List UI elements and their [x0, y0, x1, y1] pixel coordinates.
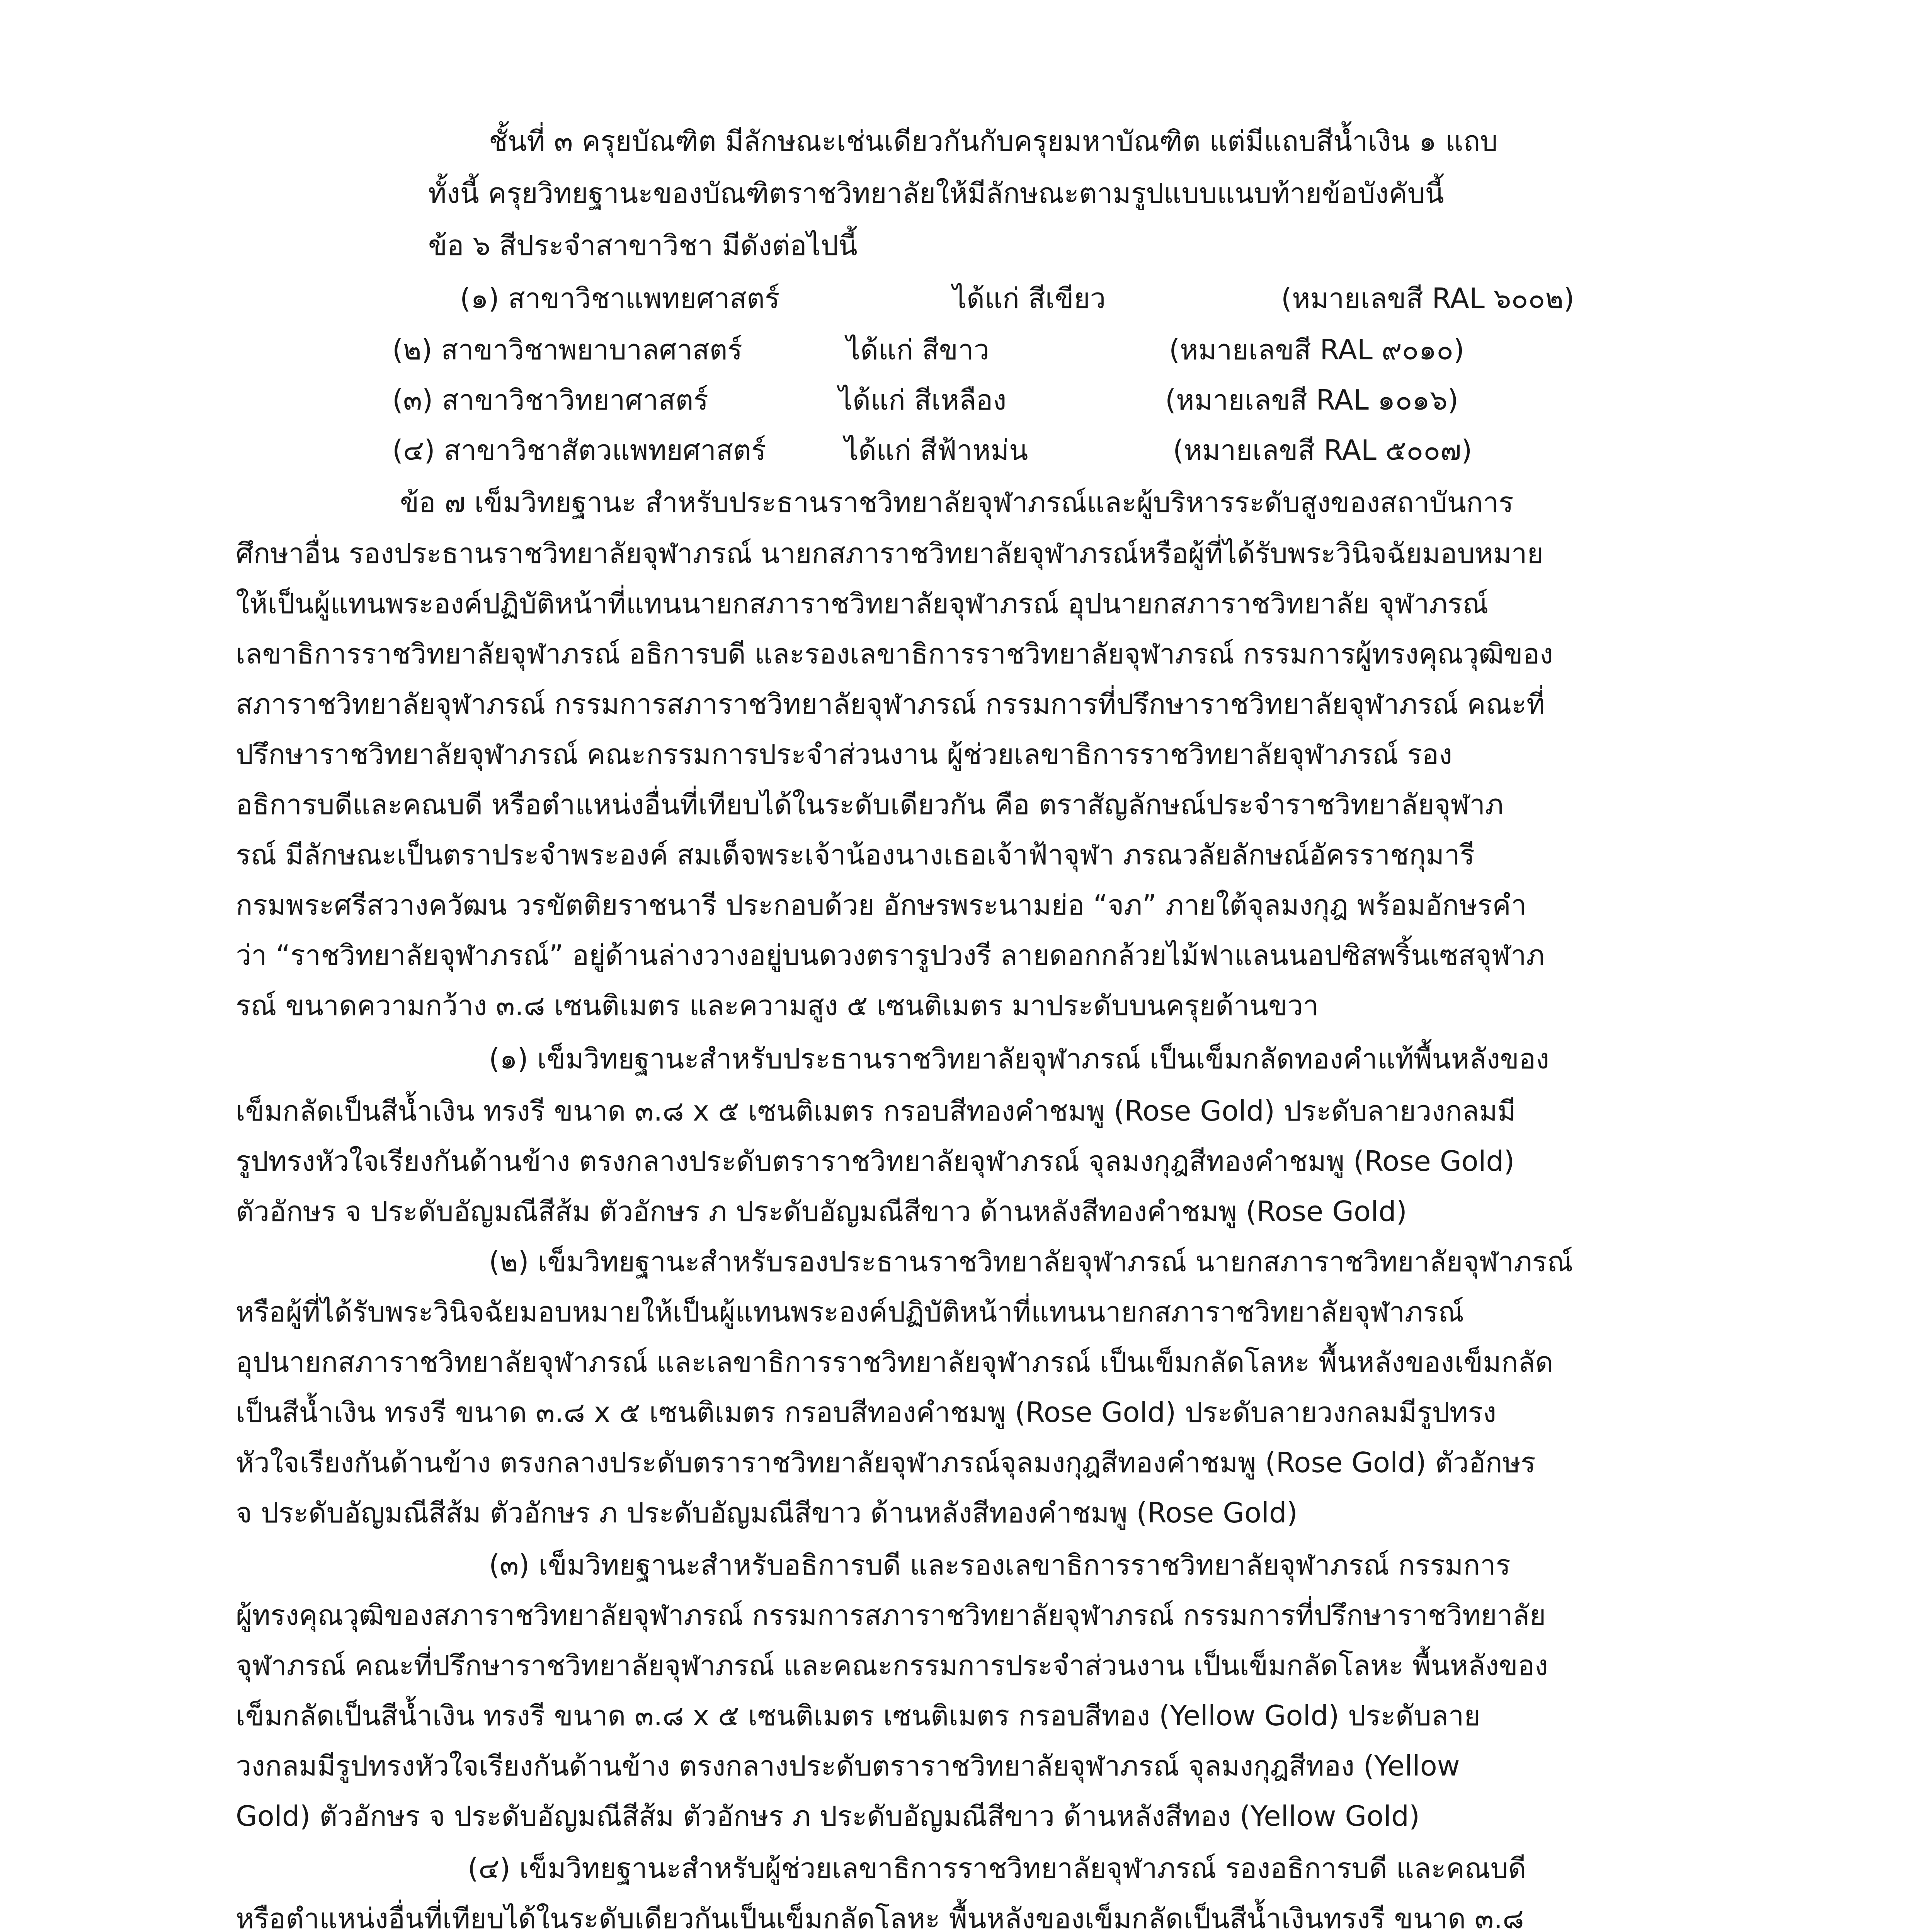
color-list-code: (หมายเลขสี RAL ๑๐๑๖)	[1165, 384, 1458, 416]
text-line: สภาราชวิทยาลัยจุฬาภรณ์ กรรมการสภาราชวิทยาลัยจุฬาภรณ์ กรรมการที่ปรึกษาราชวิทยาลัยจุฬาภรณ์ คณะที่	[236, 688, 1545, 720]
text-line: กรมพระศรีสวางควัฒน วรขัตติยราชนารี ประกอบด้วย อักษรพระนามย่อ “จภ” ภายใต้จุลมงกุฎ พร้อมอักษรคำ	[236, 889, 1527, 921]
text-line: ว่า “ราชวิทยาลัยจุฬาภรณ์” อยู่ด้านล่างวางอยู่บนดวงตรารูปวงรี ลายดอกกล้วยไม้ฟาแลนนอปซิสพริ้นเซสจุฬาภ	[236, 939, 1545, 971]
color-list-value: ได้แก่ สีเขียว	[953, 282, 1106, 315]
text-line: จุฬาภรณ์ คณะที่ปรึกษาราชวิทยาลัยจุฬาภรณ์ และคณะกรรมการประจำส่วนงาน เป็นเข็มกลัดโลหะ พื้นหลังของ	[236, 1649, 1548, 1682]
text-line: จ ประดับอัญมณีสีส้ม ตัวอักษร ภ ประดับอัญมณีสีขาว ด้านหลังสีทองคำชมพู (Rose Gold)	[236, 1497, 1298, 1529]
text-line: ตัวอักษร จ ประดับอัญมณีสีส้ม ตัวอักษร ภ ประดับอัญมณีสีขาว ด้านหลังสีทองคำชมพู (Rose Gold)	[236, 1195, 1407, 1228]
text-line: เข็มกลัดเป็นสีน้ำเงิน ทรงรี ขนาด ๓.๘ x ๕ เซนติเมตร เซนติเมตร กรอบสีทอง (Yellow Gold) ประดับลาย	[236, 1699, 1480, 1732]
text-line: ทั้งนี้ ครุยวิทยฐานะของบัณฑิตราชวิทยาลัยให้มีลักษณะตามรูปแบบแนบท้ายข้อบังคับนี้	[428, 177, 1444, 209]
color-list-value: ได้แก่ สีขาว	[846, 333, 989, 366]
text-line: หรือผู้ที่ได้รับพระวินิจฉัยมอบหมายให้เป็นผู้แทนพระองค์ปฏิบัติหน้าที่แทนนายกสภาราชวิทยาลัยจุฬาภรณ์	[236, 1296, 1464, 1328]
text-line: ชั้นที่ ๓ ครุยบัณฑิต มีลักษณะเช่นเดียวกันกับครุยมหาบัณฑิต แต่มีแถบสีน้ำเงิน ๑ แถบ	[489, 125, 1498, 157]
color-list-value: ได้แก่ สีฟ้าหม่น	[844, 434, 1028, 466]
text-line: รณ์ ขนาดความกว้าง ๓.๘ เซนติเมตร และความสูง ๕ เซนติเมตร มาประดับบนครุยด้านขวา	[236, 989, 1319, 1022]
color-list-item: (๔) สาขาวิชาสัตวแพทยศาสตร์	[392, 434, 766, 466]
text-line: (๑) เข็มวิทยฐานะสำหรับประธานราชวิทยาลัยจุฬาภรณ์ เป็นเข็มกลัดทองคำแท้พื้นหลังของ	[489, 1043, 1550, 1075]
text-line: Gold) ตัวอักษร จ ประดับอัญมณีสีส้ม ตัวอักษร ภ ประดับอัญมณีสีขาว ด้านหลังสีทอง (Yellow Gold)	[236, 1800, 1420, 1832]
text-line: รณ์ มีลักษณะเป็นตราประจำพระองค์ สมเด็จพระเจ้าน้องนางเธอเจ้าฟ้าจุฬา ภรณวลัยลักษณ์อัครราชกุมารี	[236, 838, 1475, 871]
text-line: อุปนายกสภาราชวิทยาลัยจุฬาภรณ์ และเลขาธิการราชวิทยาลัยจุฬาภรณ์ เป็นเข็มกลัดโลหะ พื้นหลังของเข็มกลัด	[236, 1346, 1554, 1378]
text-line: เป็นสีน้ำเงิน ทรงรี ขนาด ๓.๘ x ๕ เซนติเมตร กรอบสีทองคำชมพู (Rose Gold) ประดับลายวงกลมมีรูปทรง	[236, 1396, 1497, 1429]
text-line: (๒) เข็มวิทยฐานะสำหรับรองประธานราชวิทยาลัยจุฬาภรณ์ นายกสภาราชวิทยาลัยจุฬาภรณ์	[489, 1245, 1573, 1278]
text-line: ศึกษาอื่น รองประธานราชวิทยาลัยจุฬาภรณ์ นายกสภาราชวิทยาลัยจุฬาภรณ์หรือผู้ที่ได้รับพระวินิจฉัยมอบหมาย	[236, 537, 1543, 570]
color-list-value: ได้แก่ สีเหลือง	[839, 384, 1007, 416]
text-line: ข้อ ๗ เข็มวิทยฐานะ สำหรับประธานราชวิทยาลัยจุฬาภรณ์และผู้บริหารระดับสูงของสถาบันการ	[400, 486, 1514, 519]
text-line: ให้เป็นผู้แทนพระองค์ปฏิบัติหน้าที่แทนนายกสภาราชวิทยาลัยจุฬาภรณ์ อุปนายกสภาราชวิทยาลัย จุฬาภรณ์	[236, 587, 1489, 620]
text-line: ผู้ทรงคุณวุฒิของสภาราชวิทยาลัยจุฬาภรณ์ กรรมการสภาราชวิทยาลัยจุฬาภรณ์ กรรมการที่ปรึกษาราชวิทยาลัย	[236, 1599, 1546, 1631]
text-line: วงกลมมีรูปทรงหัวใจเรียงกันด้านข้าง ตรงกลางประดับตราราชวิทยาลัยจุฬาภรณ์ จุลมงกุฎสีทอง (Yellow	[236, 1750, 1460, 1782]
text-line: หรือตำแหน่งอื่นที่เทียบได้ในระดับเดียวกันเป็นเข็มกลัดโลหะ พื้นหลังของเข็มกลัดเป็นสีน้ำเงินทรงรี ขนาด ๓.๘	[236, 1902, 1524, 1932]
text-line: หัวใจเรียงกันด้านข้าง ตรงกลางประดับตราราชวิทยาลัยจุฬาภรณ์จุลมงกุฎสีทองคำชมพู (Rose Gold) ตัวอักษร	[236, 1446, 1536, 1479]
text-line: เลขาธิการราชวิทยาลัยจุฬาภรณ์ อธิการบดี และรองเลขาธิการราชวิทยาลัยจุฬาภรณ์ กรรมการผู้ทรงคุณวุฒิของ	[236, 638, 1554, 670]
text-line: ปรึกษาราชวิทยาลัยจุฬาภรณ์ คณะกรรมการประจำส่วนงาน ผู้ช่วยเลขาธิการราชวิทยาลัยจุฬาภรณ์ รอง	[236, 738, 1453, 770]
color-list-item: (๓) สาขาวิชาวิทยาศาสตร์	[392, 384, 709, 416]
text-line: เข็มกลัดเป็นสีน้ำเงิน ทรงรี ขนาด ๓.๘ x ๕ เซนติเมตร กรอบสีทองคำชมพู (Rose Gold) ประดับลายวงกลมมี	[236, 1095, 1516, 1127]
color-list-code: (หมายเลขสี RAL ๖๐๐๒)	[1281, 282, 1574, 315]
text-line: (๔) เข็มวิทยฐานะสำหรับผู้ช่วยเลขาธิการราชวิทยาลัยจุฬาภรณ์ รองอธิการบดี และคณบดี	[468, 1852, 1526, 1884]
color-list-code: (หมายเลขสี RAL ๕๐๐๗)	[1173, 434, 1472, 466]
color-list-item: (๑) สาขาวิชาแพทยศาสตร์	[460, 282, 780, 315]
color-list-item: (๒) สาขาวิชาพยาบาลศาสตร์	[392, 333, 743, 366]
color-list-code: (หมายเลขสี RAL ๙๐๑๐)	[1169, 333, 1465, 366]
text-line: อธิการบดีและคณบดี หรือตำแหน่งอื่นที่เทียบได้ในระดับเดียวกัน คือ ตราสัญลักษณ์ประจำราชวิทยาลัยจุฬาภ	[236, 788, 1504, 821]
text-line: รูปทรงหัวใจเรียงกันด้านข้าง ตรงกลางประดับตราราชวิทยาลัยจุฬาภรณ์ จุลมงกุฎสีทองคำชมพู (Rose Gold)	[236, 1145, 1515, 1177]
text-line: ข้อ ๖ สีประจำสาขาวิชา มีดังต่อไปนี้	[428, 229, 858, 262]
text-line: (๓) เข็มวิทยฐานะสำหรับอธิการบดี และรองเลขาธิการราชวิทยาลัยจุฬาภรณ์ กรรมการ	[489, 1549, 1511, 1581]
